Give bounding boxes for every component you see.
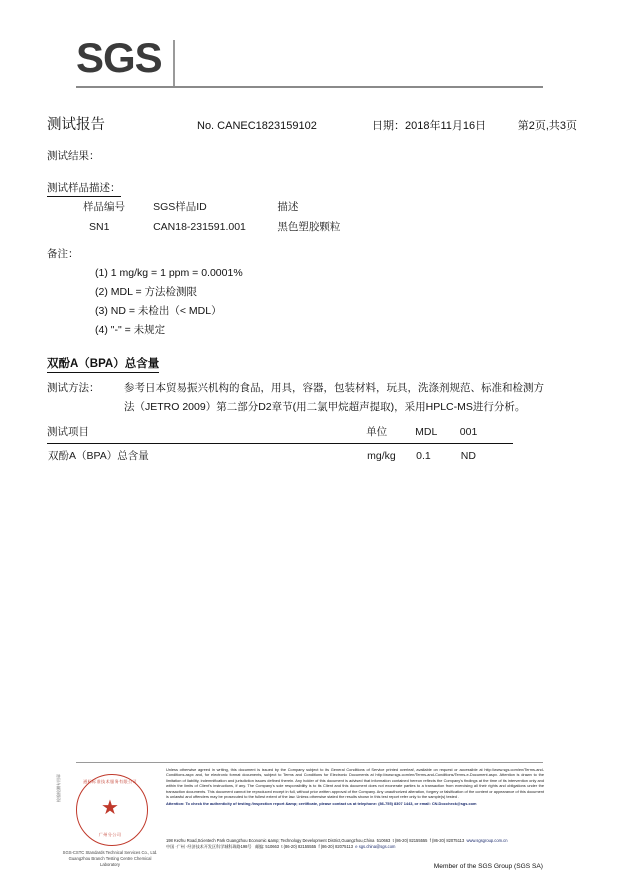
footer-fax-en: f (86-20) 82075113 (429, 838, 465, 843)
column-header-sample-001: 001 (460, 424, 513, 444)
column-header-description: 描述 (277, 201, 299, 213)
column-header-unit: 单位 (366, 424, 415, 444)
seal-caption-line1: SGS-CSTC Standards Technical Services Co., Ltd. (62, 850, 158, 855)
cell-unit: mg/kg (367, 449, 396, 462)
seal-arc-bottom-text: 广州分公司 (98, 832, 122, 837)
sgs-logo-text: SGS (76, 34, 162, 81)
table-header-row (47, 424, 513, 444)
footer-postcode-en: 510663 (376, 838, 391, 843)
footer-address-en: 198 Kezhu Road,Scientech Park Guangzhou Economic &amp; Technology Development District,Guangzhou,China (166, 838, 375, 843)
company-seal (56, 772, 158, 867)
footer-fax-cn: f (86-20) 82075113 (318, 844, 353, 849)
footer-tel-cn: t (86-20) 82155555 (281, 844, 317, 849)
list-item: (1) 1 mg/kg = 1 ppm = 0.0001% (95, 267, 243, 279)
list-item: (3) ND = 未检出（< MDL） (95, 305, 222, 317)
seal-caption (62, 850, 158, 868)
column-header-test-item: 测试项目 (47, 424, 366, 444)
method-label: 测试方法： (47, 382, 100, 394)
page-title: 测试报告 (47, 117, 105, 133)
notes-label: 备注： (47, 248, 79, 260)
footer-website: www.sgsgroup.com.cn (466, 838, 508, 843)
footer-address-cn: 中国 ·广州 ·经济技术开发区科学城科珠路198号 (166, 844, 252, 849)
cell-sgs-id: CAN18-231591.001 (153, 220, 246, 233)
list-item: (4) "-" = 未规定 (95, 324, 166, 336)
seal-caption-line2: Guangzhou Branch Testing Centre Chemical Laboratory (68, 856, 152, 867)
header-rule (76, 86, 543, 88)
results-label: 测试结果： (47, 150, 100, 162)
column-header-mdl: MDL (415, 424, 460, 444)
cell-result-001: ND (460, 449, 476, 462)
report-header-row (47, 113, 577, 134)
list-item: (2) MDL = 方法检测限 (95, 286, 197, 298)
seal-side-text: 检验检测专用章 (56, 774, 61, 802)
footer-tel-en: t (86-20) 82155555 (392, 838, 428, 843)
cell-mdl: 0.1 (416, 449, 431, 462)
section-title-bpa: 双酚A（BPA）总含量 (47, 355, 159, 373)
sgs-logo (76, 36, 206, 80)
column-header-sample-no: 样品编号 (83, 201, 125, 213)
footer-address-cn-line (166, 844, 544, 850)
footer-legal-text (166, 767, 544, 807)
cell-sample-no: SN1 (89, 220, 110, 233)
logo-divider-tick (173, 40, 175, 88)
footer-rule (76, 762, 543, 763)
footer-legal-body: Unless otherwise agreed in writing, this document is issued by the Company subject to its General Conditions of Service printed overleaf, available on request or accessible at http://www.sgs.com/en/Terms-and-Conditions.aspx and, for electronic format documents, subject to Terms and Conditions for Electronic Documents at http://www.sgs.com/en/Terms-and-Conditions/Terms-e-Document.aspx. Attention is drawn to the limitation of liability, indemnification and jurisdiction issues defined therein. Any holder of this document is advised that information contained hereon reflects the Company's findings at the time of its intervention only and within the limits of Client's instructions, if any. The Company's sole responsibility is to its Client and this document does not exonerate parties to a transaction from exercising all their rights and obligations under the transaction documents. This document cannot be reproduced except in full, without prior written approval of the Company. Any unauthorized alteration, forgery or falsification of the content or appearance of this document is unlawful and offenders may be prosecuted to the fullest extent of the law. Unless otherwise stated the results shown in this test report refer only to the sample(s) tested . (166, 767, 544, 800)
sample-description-label: 测试样品描述： (47, 180, 121, 197)
footer-address-block (166, 838, 544, 850)
results-table (47, 424, 513, 464)
table-row (47, 444, 513, 465)
member-of-group-line: Member of the SGS Group (SGS SA) (433, 863, 543, 870)
method-text: 参考日本贸易振兴机构的食品，用具，容器，包装材料，玩具，洗涤剂规范、标准和检测方法（JETRO 2009）第二部分D2章节(用二氯甲烷超声提取)，采用HPLC-MS进行分析。 (124, 382, 544, 413)
notes-list (95, 264, 243, 340)
sample-description-table (83, 199, 413, 234)
cell-test-item: 双酚A（BPA）总含量 (48, 450, 149, 462)
seal-arc-top-text: 通标标准技术服务有限公司 (83, 779, 137, 784)
report-date: 日期：2018年11月16日 (372, 120, 487, 132)
column-header-sgs-id: SGS样品ID (153, 201, 207, 213)
footer-email: e sgs.china@sgs.com (355, 844, 396, 849)
report-number: No. CANEC1823159102 (197, 120, 317, 132)
footer-attention-note: Attention: To check the authenticity of testing /inspection report &amp; certificate, please contact us at telephone: (86-755) 8307 1443, or email: CN.Doccheck@sgs.com (166, 801, 477, 807)
cell-description: 黑色塑胶颗粒 (277, 221, 341, 233)
star-icon: ★ (101, 797, 119, 819)
page-number: 第2页,共3页 (517, 120, 577, 132)
table-row (83, 219, 413, 234)
table-header-row (83, 199, 413, 219)
footer-postcode-cn: 邮编: 510663 (254, 844, 280, 849)
